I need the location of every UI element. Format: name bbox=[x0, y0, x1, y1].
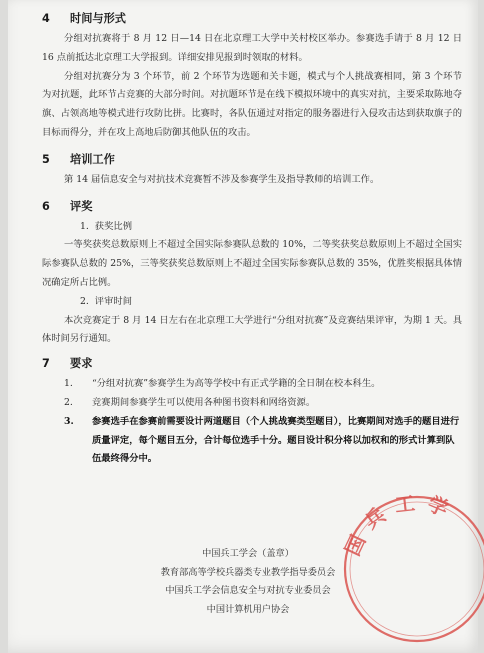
section-7-heading bbox=[42, 353, 462, 375]
requirement-item-3 bbox=[42, 413, 462, 469]
signature-line: 中国计算机用户协会 bbox=[206, 603, 290, 615]
item-number: 3. bbox=[64, 415, 74, 427]
document-page bbox=[8, 0, 478, 653]
section-title: 要求 bbox=[70, 357, 93, 371]
subsection-number: 1. bbox=[80, 220, 89, 232]
section-title: 时间与形式 bbox=[70, 12, 126, 25]
item-text: “分组对抗赛”参赛学生为高等学校中有正式学籍的全日制在校本科生。 bbox=[92, 378, 381, 390]
section-4-paragraph-1: 分组对抗赛将于 8 月 12 日—14 日在北京理工大学中关村校区举办。参赛选手请于 8 月 12 日 16 点前抵达北京理工大学报到。详细安排见报到时领取的材料。 bbox=[42, 33, 462, 63]
subsection-1-heading bbox=[42, 218, 462, 237]
section-5-heading bbox=[42, 149, 462, 171]
document-body bbox=[42, 8, 462, 469]
subsection-title: 获奖比例 bbox=[94, 220, 132, 232]
section-title: 评奖 bbox=[70, 199, 93, 213]
item-number: 2. bbox=[64, 396, 73, 408]
item-text: 参赛选手在参赛前需要设计两道题目（个人挑战赛类型题目），比赛期间对选手的题目进行质量评定，每个题目五分，合计每位选手十分。题目设计积分将以加权和的形式计算到队伍最终得分中。 bbox=[92, 415, 460, 465]
section-6-paragraph-1: 一等奖获奖总数原则上不超过全国实际参赛队总数的 10%，二等奖获奖总数原则上不超过全国实际参赛队总数的 25%，三等奖获奖总数原则上不超过全国实际参赛队总数的 35%，优胜奖根据具体情况确定所占比例。 bbox=[42, 239, 462, 288]
signature-line: 中国兵工学会信息安全与对抗专业委员会 bbox=[165, 585, 331, 596]
section-number: 6 bbox=[42, 199, 50, 213]
section-4-paragraph-2: 分组对抗赛分为 3 个环节，前 2 个环节为选题和关卡题，模式与个人挑战赛相同，第 3 个环节为对抗题，此环节占竞赛的大部分时间。对抗题环节是在线下模拟环境中的真实对抗，主要采取陈地夺旗、占领高地等模式进行攻防比拼。比赛时，各队伍通过对指定的服务器进行入侵攻击达到获取旗子的目标而得分，并在攻上高地后防御其他队伍的攻击。 bbox=[42, 70, 462, 138]
signature-line: 教育部高等学校兵器类专业教学指导委员会 bbox=[160, 566, 336, 578]
seal-text: 国兵工学 bbox=[340, 490, 462, 560]
requirement-item-1 bbox=[42, 375, 462, 394]
section-6-heading bbox=[42, 196, 462, 218]
signature-block bbox=[128, 545, 368, 619]
subsection-title: 评审时间 bbox=[94, 295, 132, 307]
requirement-item-2 bbox=[42, 394, 462, 413]
section-4-heading bbox=[42, 8, 462, 30]
signature-line: 中国兵工学会（盖章） bbox=[202, 548, 294, 559]
section-6-paragraph-2: 本次竞赛定于 8 月 14 日左右在北京理工大学进行“分组对抗赛”及竞赛结果评审，为期 1 天。具体时间另行通知。 bbox=[42, 314, 462, 345]
section-5-paragraph-1: 第 14 届信息安全与对抗技术竞赛暂不涉及参赛学生及指导教师的培训工作。 bbox=[64, 173, 380, 185]
section-number: 7 bbox=[42, 357, 50, 371]
section-number: 4 bbox=[42, 12, 50, 25]
item-text: 竞赛期间参赛学生可以使用各种图书资料和网络资源。 bbox=[92, 396, 316, 408]
subsection-2-heading bbox=[42, 293, 462, 312]
section-number: 5 bbox=[42, 152, 50, 166]
subsection-number: 2. bbox=[80, 295, 89, 307]
item-number: 1. bbox=[64, 378, 73, 390]
section-title: 培训工作 bbox=[70, 152, 115, 166]
